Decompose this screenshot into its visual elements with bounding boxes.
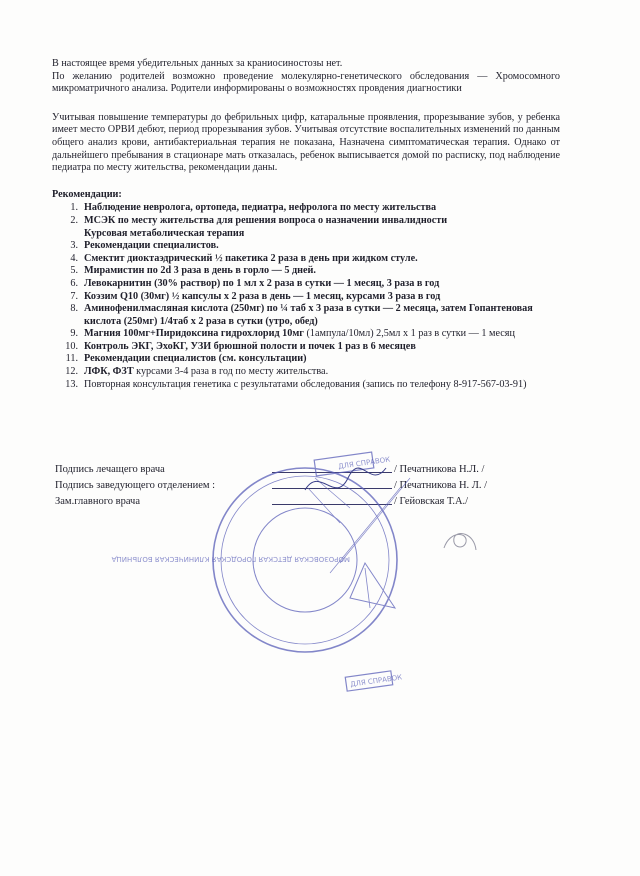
recommendation-text <box>84 303 560 328</box>
recommendation-plain-text: Повторная консультация генетика с результатами обследования (запись по телефону 8-917-567-03-91) <box>84 378 527 390</box>
recommendation-subline: Курсовая метаболическая терапия <box>84 227 245 239</box>
recommendation-bold-text: Контроль ЭКГ, ЭхоКГ, УЗИ брюшной полости и почек 1 раз в 6 месяцев <box>84 340 416 352</box>
recommendation-item <box>52 291 560 304</box>
recommendation-bold-text: Рекомендации специалистов. <box>84 240 219 252</box>
stamp-inner-label-2: ДЛЯ СПРАВОК <box>349 673 403 689</box>
recommendation-number: 11. <box>65 353 78 365</box>
recommendation-text <box>84 265 560 278</box>
recommendation-item <box>52 240 560 253</box>
signature-label: Подпись заведующего отделением : <box>55 480 216 491</box>
recommendation-text <box>84 328 560 341</box>
recommendation-text <box>84 341 560 354</box>
recommendation-bold-text: Смектит диоктаэдрический ½ пакетика 2 раза в день при жидком стуле. <box>84 252 418 264</box>
recommendation-text <box>84 379 560 392</box>
recommendation-text <box>84 202 560 215</box>
recommendation-bold-text: ЛФК, ФЗТ <box>84 366 134 378</box>
recommendation-bold-text: Левокарнитин (30% раствор) по 1 мл х 2 раза в сутки — 1 месяц, 3 раза в год <box>84 277 440 289</box>
recommendation-item <box>52 265 560 278</box>
recommendation-bold-text: Наблюдение невролога, ортопеда, педиатра, нефролога по месту жительства <box>84 202 437 214</box>
signature-name: / Печатникова Н. Л. / <box>394 480 488 491</box>
document-body <box>52 58 560 391</box>
signature-label: Подпись лечащего врача <box>55 464 165 475</box>
recommendation-number: 9. <box>70 328 78 340</box>
stamp-outer-text: МОРОЗОВСКАЯ ДЕТСКАЯ ГОРОДСКАЯ КЛИНИЧЕСКАЯ БОЛЬНИЦА <box>111 555 350 563</box>
recommendation-bold-text: Коэзим Q10 (30мг) ½ капсулы х 2 раза в день — 1 месяц, курсами 3 раза в год <box>84 290 441 302</box>
recommendation-number: 3. <box>70 240 78 252</box>
recommendation-text <box>84 353 560 366</box>
signature-row-head <box>52 478 492 494</box>
paragraph-clinical-course: Учитывая повышение температуры до фебрильных цифр, катаральные проявления, прорезывание зубов, у ребенка имеет место ОРВИ дебют, период прорезывания зубов. Учитывая отсутствие воспалительных изменений по данным общего анализ крови, антибактериальная терапия не показана, Назначена симптоматическая терапия. Однако от дальнейшего пребывания в стационаре мать отказалась, ребенок выписывается домой по расписку, под наблюдение педиатра по месту жительства, рекомендации даны. <box>52 111 560 174</box>
handwritten-mark <box>440 528 480 556</box>
recommendation-text <box>84 215 560 240</box>
recommendation-number: 10. <box>65 340 78 352</box>
signature-row-deputy <box>52 494 492 510</box>
recommendation-number: 4. <box>70 252 78 264</box>
recommendation-bold-text: МСЭК по месту жительства для решения вопроса о назначении инвалидности <box>84 214 448 226</box>
recommendation-item <box>52 353 560 366</box>
recommendation-item <box>52 366 560 379</box>
signature-name: / Печатникова Н.Л. / <box>394 464 485 475</box>
recommendation-number: 6. <box>70 277 78 289</box>
signature-name: / Гейовская Т.А./ <box>394 496 469 507</box>
recommendation-bold-text: Мирамистин по 2d 3 раза в день в горло — 5 дней. <box>84 265 316 277</box>
recommendation-plain-text: (1ампула/10мл) 2,5мл х 1 раз в сутки — 1 месяц <box>303 328 515 340</box>
signature-row-attending <box>52 462 492 478</box>
paragraph-genetic-testing: По желанию родителей возможно проведение молекулярно-генетического обследования — Хромосомного микроматричного анализа. Родители информированы о возможностях провдения диагностики <box>52 70 560 95</box>
recommendations-list <box>52 202 560 391</box>
recommendation-number: 5. <box>70 265 78 277</box>
recommendations-heading: Рекомендации: <box>52 188 122 200</box>
recommendation-number: 13. <box>65 378 78 390</box>
recommendation-item <box>52 253 560 266</box>
recommendation-number: 12. <box>65 366 78 378</box>
recommendation-item <box>52 379 560 392</box>
recommendation-item <box>52 303 560 328</box>
recommendation-bold-text: Аминофенилмасляная кислота (250мг) по ¼ таб х 3 раза в сутки — 2 месяца, затем Гопантеновая кислота (250мг) 1/4таб х 2 раза в сутки (утро, обед) <box>84 303 533 327</box>
stamp-inner-label: ДЛЯ СПРАВОК <box>337 455 391 471</box>
recommendation-item <box>52 215 560 240</box>
recommendation-bold-text: Магния 100мг+Пиридоксина гидрохлорид 10мг <box>84 328 304 340</box>
recommendation-number: 7. <box>70 290 78 302</box>
recommendation-text <box>84 291 560 304</box>
recommendation-item <box>52 278 560 291</box>
recommendation-text <box>84 366 560 379</box>
recommendation-bold-text: Рекомендации специалистов (см. консультации) <box>84 353 307 365</box>
recommendation-number: 1. <box>70 202 78 214</box>
signature-block <box>52 462 492 510</box>
recommendation-plain-text: курсами 3-4 раза в год по месту жительства. <box>133 366 329 378</box>
recommendation-text <box>84 278 560 291</box>
signature-line <box>272 488 392 489</box>
recommendation-item <box>52 341 560 354</box>
paragraph-craniosynostosis: В настоящее время убедительных данных за краниосиностозы нет. <box>52 58 343 69</box>
signature-line <box>272 472 392 473</box>
signature-line <box>272 504 392 505</box>
recommendation-text <box>84 253 560 266</box>
recommendation-item <box>52 328 560 341</box>
recommendation-number: 2. <box>70 214 78 226</box>
recommendation-item <box>52 202 560 215</box>
recommendation-text <box>84 240 560 253</box>
signature-label: Зам.главного врача <box>55 496 140 507</box>
recommendation-number: 8. <box>70 303 78 315</box>
